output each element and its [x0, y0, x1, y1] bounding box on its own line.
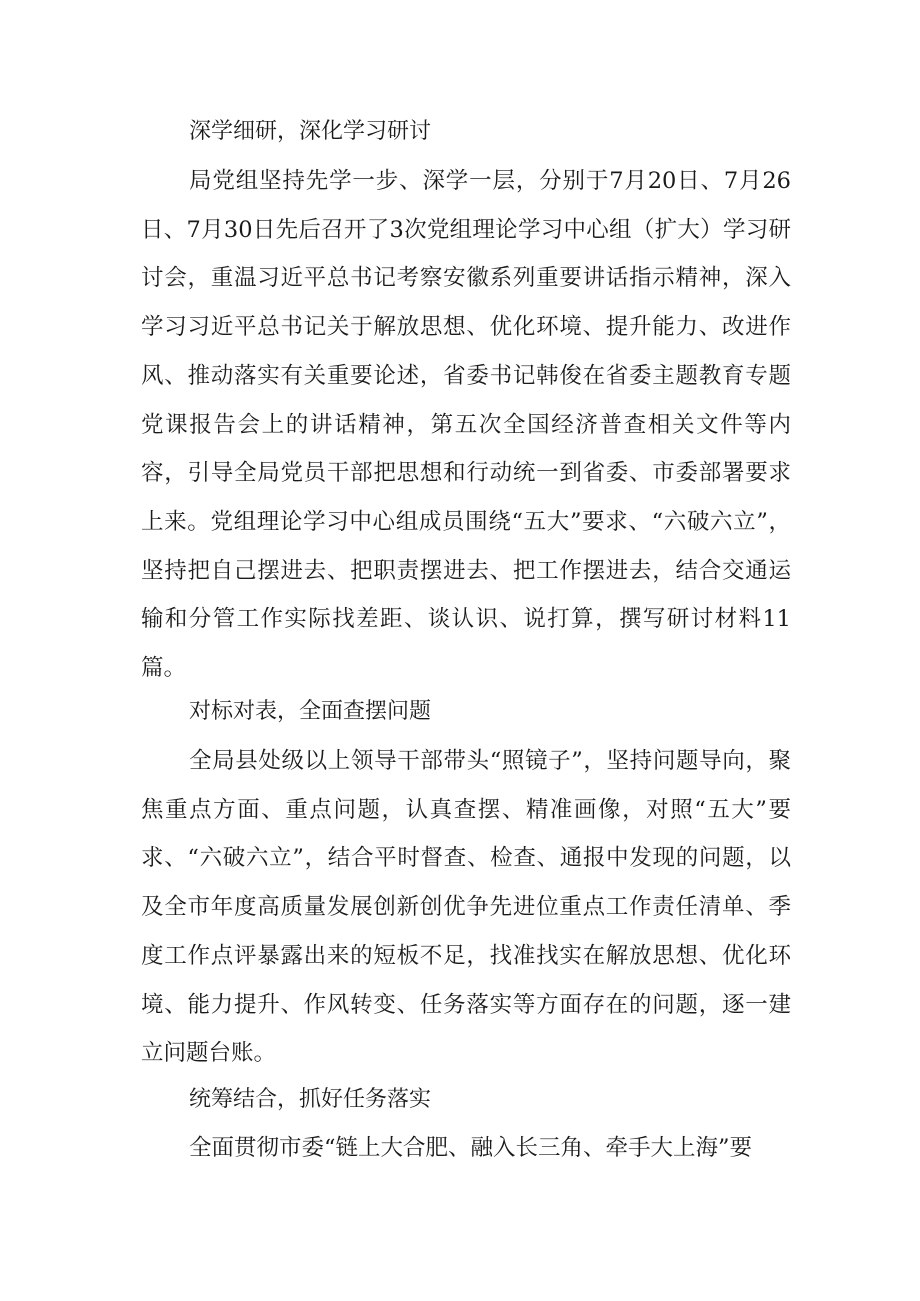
section-heading-study: 深学细研，深化学习研讨 — [189, 119, 432, 144]
section-paragraph-implementation: 全面贯彻市委“链上大合肥、融入长三角、牵手大上海”要 — [189, 1135, 753, 1161]
section-paragraph-study: 局党组坚持先学一步、深学一层，分别于7月20日、7月26日、7月30日先后召开了3次党组理论学习中心组（扩大）学习研讨会，重温习近平总书记考察安徽系列重要讲话指示精神，深入学习习近平总书记关于解放思想、优化环境、提升能力、改进作风、推动落实有关重要论述，省委书记韩俊在省委主题教育专题党课报告会上的讲话精神，第五次全国经济普查相关文件等内容，引导全局党员干部把思想和行动统一到省委、市委部署要求上来。党组理论学习中心组成员围绕“五大”要求、“六破六立”，坚持把自己摆进去、把职责摆进去、把工作摆进去，结合交通运输和分管工作实际找差距、谈认识、说打算，撰写研讨材料11篇。 — [141, 168, 791, 682]
section-heading-implementation: 统筹结合，抓好任务落实 — [189, 1087, 432, 1112]
section-paragraph-problems: 全局县处级以上领导干部带头“照镜子”，坚持问题导向，聚焦重点方面、重点问题，认真查摆、精准画像，对照“五大”要求、“六破六立”，结合平时督查、检查、通报中发现的问题，以及全市年度高质量发展创新创优争先进位重点工作责任清单、季度工作点评暴露出来的短板不足，找准找实在解放思想、优化环境、能力提升、作风转变、任务落实等方面存在的问题，逐一建立问题台账。 — [141, 748, 791, 1067]
section-heading-problems: 对标对表，全面查摆问题 — [189, 699, 432, 724]
